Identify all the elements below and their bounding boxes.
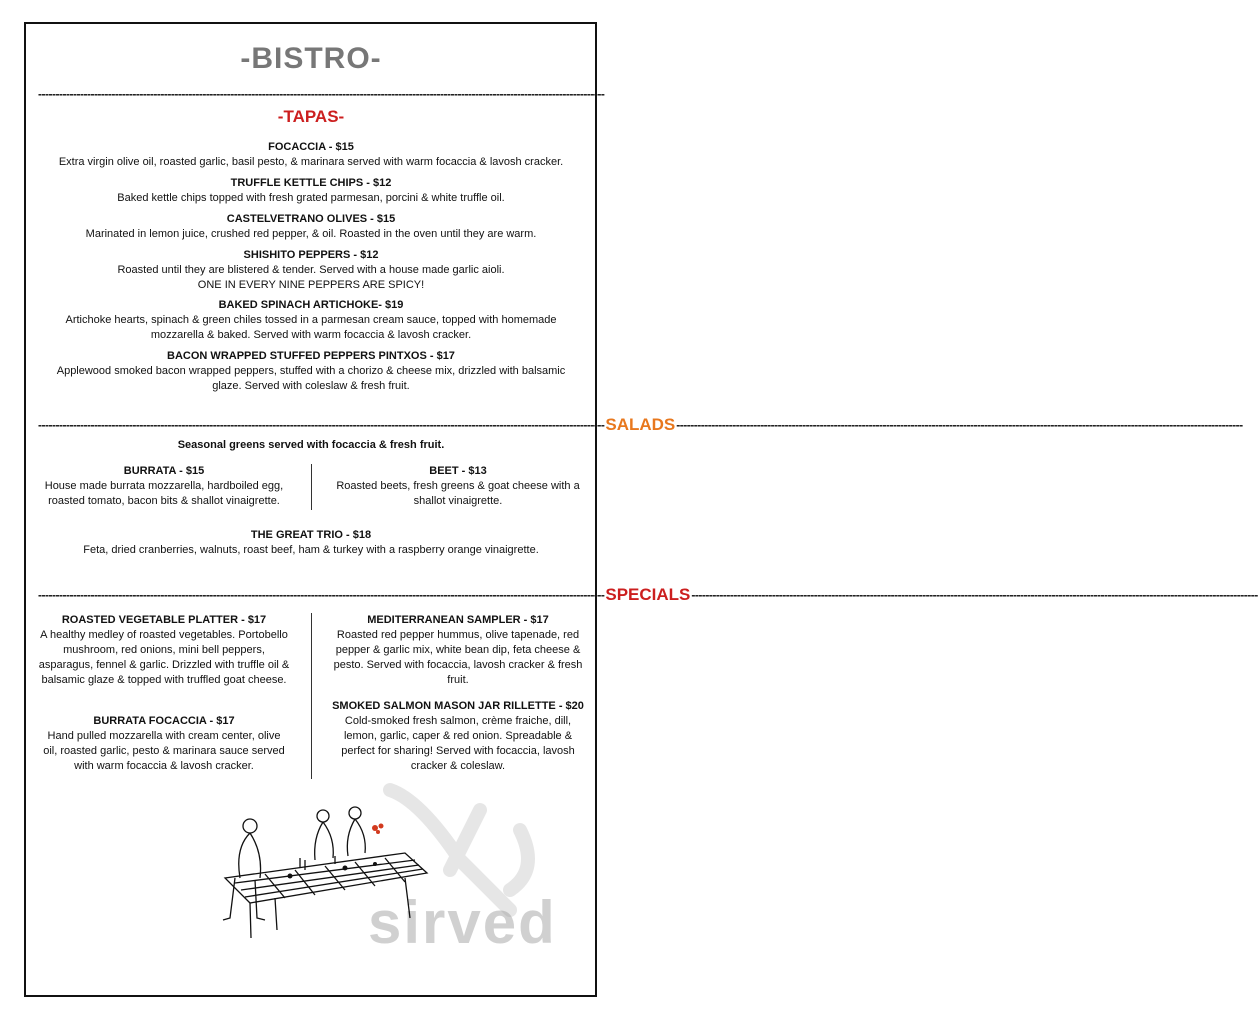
diners-table-sketch-icon	[205, 798, 435, 948]
salads-column-divider	[311, 464, 312, 510]
menu-item-spinach-artichoke: BAKED SPINACH ARTICHOKE- $19 Artichoke hearts, spinach & green chiles tossed in a parmesan cream sauce, topped with homemade mozzarella & baked. Served with warm focaccia & lavosh cracker.	[65, 299, 557, 341]
menu-item-burrata-salad: BURRATA - $15 House made burrata mozzarella, hardboiled egg, roasted tomato, bacon bits & shallot vinaigrette.	[44, 465, 284, 507]
menu-item-mediterranean-sampler: MEDITERRANEAN SAMPLER - $17 Roasted red pepper hummus, olive tapenade, red pepper & garlic mix, white bean dip, feta cheese & pesto. Served with focaccia, lavosh cracker & fresh fruit.	[333, 614, 583, 686]
menu-item-smoked-salmon: SMOKED SALMON MASON JAR RILLETTE - $20 Cold-smoked fresh salmon, crème fraiche, dill, lemon, garlic, caper & red onion. Spreadable & perfect for sharing! Served with focaccia, lavosh cracker & coleslaw.	[332, 700, 584, 772]
sirved-watermark-text: sirved	[368, 889, 557, 956]
specials-rule-right: ------------------------------------------------------------------------------------------------------------------------------------------------------------------	[691, 588, 1258, 602]
specials-rule-left: ------------------------------------------------------------------------------------------------------------------------------------------------------------------	[38, 588, 605, 602]
menu-item-olives: CASTELVETRANO OLIVES - $15 Marinated in lemon juice, crushed red pepper, & oil. Roasted in the oven until they are warm.	[85, 213, 537, 240]
salads-rule-right: ------------------------------------------------------------------------------------------------------------------------------------------------------------------	[676, 418, 1243, 432]
specials-column-divider	[311, 613, 312, 779]
salads-intro: Seasonal greens served with focaccia & fresh fruit.	[177, 439, 445, 451]
menu-item-great-trio: THE GREAT TRIO - $18 Feta, dried cranberries, walnuts, roast beef, ham & turkey with a raspberry orange vinaigrette.	[83, 529, 539, 556]
menu-item-burrata-focaccia: BURRATA FOCACCIA - $17 Hand pulled mozzarella with cream center, olive oil, roasted garlic, pesto & marinara sauce served with warm focaccia & lavosh cracker.	[43, 715, 285, 772]
tapas-heading: -TAPAS-	[277, 107, 345, 126]
specials-heading-row	[38, 585, 1258, 605]
menu-item-truffle-chips: TRUFFLE KETTLE CHIPS - $12 Baked kettle chips topped with fresh grated parmesan, porcini & white truffle oil.	[117, 177, 505, 204]
menu-item-focaccia: FOCACCIA - $15 Extra virgin olive oil, roasted garlic, basil pesto, & marinara served with warm focaccia & lavosh cracker.	[58, 141, 564, 168]
specials-heading: SPECIALS	[605, 585, 691, 604]
menu-item-shishito: SHISHITO PEPPERS - $12 Roasted until they are blistered & tender. Served with a house made garlic aioli. ONE IN EVERY NINE PEPPERS ARE SPICY!	[117, 249, 505, 291]
menu-item-bacon-peppers: BACON WRAPPED STUFFED PEPPERS PINTXOS - $17 Applewood smoked bacon wrapped peppers, stuffed with a chorizo & cheese mix, drizzled with balsamic glaze. Served with coleslaw & fresh fruit.	[56, 350, 566, 392]
salads-heading: SALADS	[605, 415, 676, 434]
divider-rule: ------------------------------------------------------------------------------------------------------------------------------------------------------------------	[38, 87, 605, 101]
menu-title: -BISTRO-	[240, 42, 382, 75]
salads-heading-row	[38, 415, 1243, 435]
menu-item-beet: BEET - $13 Roasted beets, fresh greens & goat cheese with a shallot vinaigrette.	[336, 465, 580, 507]
menu-item-vegetable-platter: ROASTED VEGETABLE PLATTER - $17 A healthy medley of roasted vegetables. Portobello mushroom, red onions, mini bell peppers, asparagus, fennel & garlic. Drizzled with truffle oil & balsamic glaze & topped with truffled goat cheese.	[38, 614, 290, 686]
salads-rule-left: ------------------------------------------------------------------------------------------------------------------------------------------------------------------	[38, 418, 605, 432]
